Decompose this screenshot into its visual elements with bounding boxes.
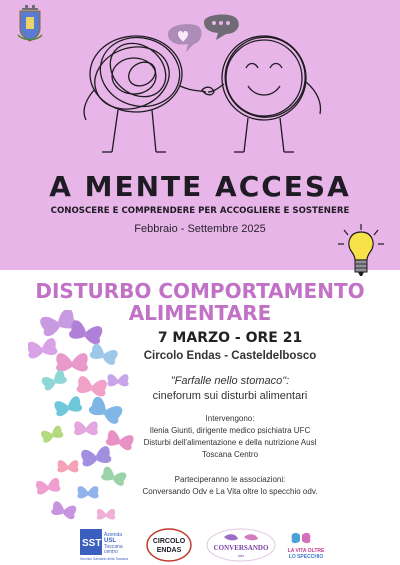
svg-text:odv: odv (237, 553, 245, 558)
svg-text:LA VITA OLTRE: LA VITA OLTRE (287, 548, 325, 554)
town-crest-logo (17, 5, 43, 49)
svg-text:USL: USL (104, 538, 116, 544)
lightbulb-icon (336, 222, 386, 280)
svg-text:Servizio Sanitario della Tosca: Servizio Sanitario della Toscana (80, 557, 128, 561)
partner-logos (0, 525, 400, 565)
event-film (80, 374, 380, 404)
svg-text:CIRCOLO: CIRCOLO (152, 538, 186, 545)
circolo-endas-logo (146, 527, 192, 563)
svg-text:CONVERSANDO: CONVERSANDO (213, 544, 269, 552)
campaign-headline: A MENTE ACCESA (49, 170, 351, 203)
scribble-friends-illustration (56, 12, 346, 162)
svg-text:SST: SST (82, 538, 102, 549)
svg-text:Toscana: Toscana (104, 544, 123, 550)
svg-text:ENDAS: ENDAS (156, 547, 182, 554)
campaign-dates: Febbraio - Settembre 2025 (134, 223, 266, 235)
campaign-tagline: CONOSCERE E COMPRENDERE PER ACCOGLIERE E SOSTENERE (50, 206, 350, 216)
svg-text:centro: centro (104, 549, 118, 555)
speaker-line: Ilenia Giunti, dirigente medico psichiatra UFC (149, 426, 311, 435)
speakers-heading: Intervengono: (205, 414, 255, 423)
speaker-line: Toscana Centro (201, 450, 259, 459)
event-venue: Circolo Endas - Casteldelbosco (143, 350, 317, 362)
event-title-line-1: DISTURBO COMPORTAMENTO (35, 279, 365, 303)
speakers-block (80, 413, 380, 461)
event-date-time: 7 MARZO - ORE 21 (157, 330, 303, 346)
associations-heading: Parteciperanno le associazioni: (174, 475, 286, 484)
associations-block (80, 474, 380, 498)
film-title: "Farfalle nello stomaco": (170, 375, 290, 387)
usl-toscana-logo (80, 529, 132, 561)
speaker-line: Disturbi dell'alimentazione e della nutrizione Ausl (143, 438, 317, 447)
svg-text:Azienda: Azienda (104, 532, 123, 538)
la-vita-oltre-lo-specchio-logo (286, 531, 326, 561)
event-title-line-2: ALIMENTARE (128, 301, 272, 325)
conversando-logo (206, 527, 276, 563)
film-subtitle: cineforum sui disturbi alimentari (152, 390, 308, 402)
associations-list: Conversando Odv e La Vita oltre lo specchio odv. (142, 487, 318, 496)
svg-text:LO SPECCHIO: LO SPECCHIO (288, 554, 324, 560)
